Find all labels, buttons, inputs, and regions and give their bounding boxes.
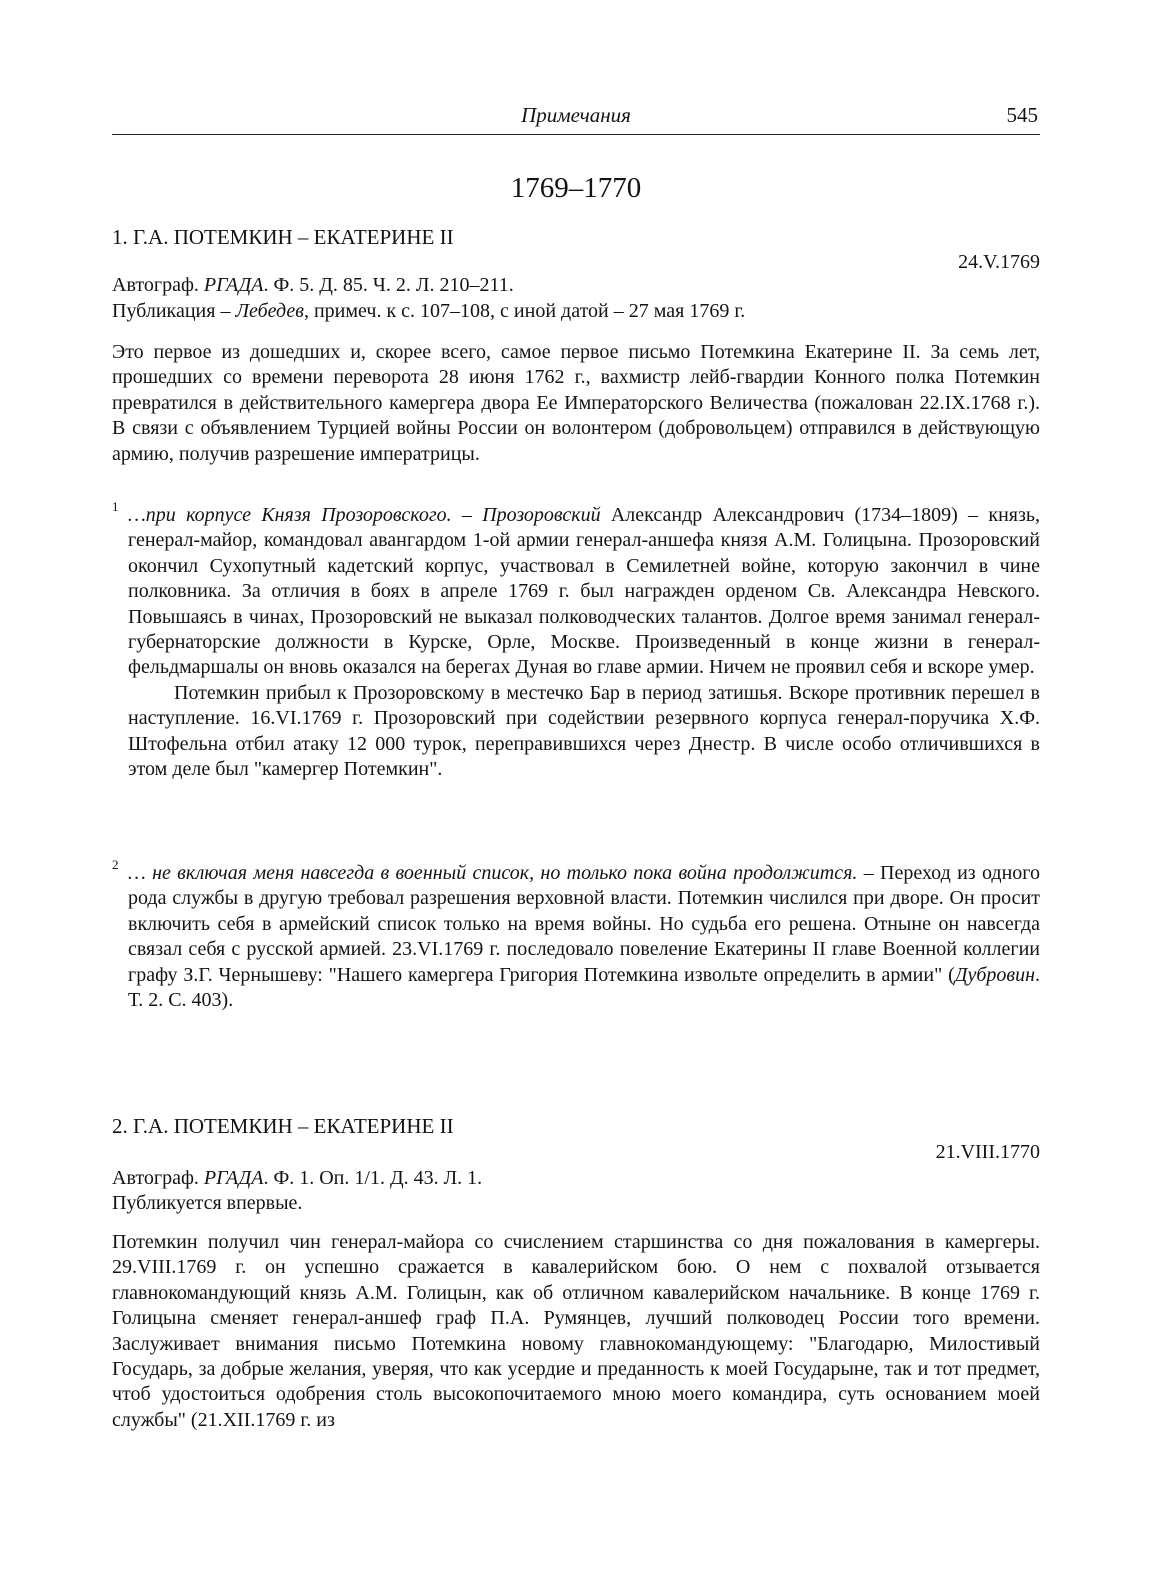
source-archive: РГАДА [203,1167,264,1189]
entry-2-publication: Публикуется впервые. [112,1192,303,1214]
footnote-1-text: Александр Александрович (1734–1809) – князь, генерал-майор, командовал авангардом 1-ой армии генерал-аншефа князя А.М. Голицына. Прозоровский окончил Сухопутный кадетский корпус, участвовал в Семилетней войне, которую закончил в чине полковника. За отличия в боях в апреле 1769 г. был награжден орденом Св. Александра Невского. Повышаясь в чинах, Прозоровский не выказал полководческих талантов. Долгое время занимал генерал-губернаторские должности в Курске, Орле, Москве. Произведенный в конце жизни в генерал-фельдмаршалы он вновь оказался на берегах Дуная во главе армии. Ничем не проявил себя и вскоре умер. [128,504,1040,679]
entry-1-title: 1. Г.А. ПОТЕМКИН – ЕКАТЕРИНЕ II [112,225,454,249]
source-lead: Автограф. [112,274,204,296]
year-heading: 1769–1770 [510,172,642,204]
running-title: Примечания [521,103,631,127]
footnote-1-mark: 1 [112,499,119,514]
footnote-2 [112,857,1040,1013]
source-archive: РГАДА [203,274,264,296]
footnote-1 [112,499,1040,782]
running-header [112,101,1040,131]
source-lead: Автограф. [112,1167,204,1189]
entry-1-date: 24.V.1769 [958,251,1040,273]
entry-2-date: 21.VIII.1770 [935,1141,1040,1163]
footnote-2-ref-author: Дубровин [954,963,1035,986]
entry-2-source [112,1165,482,1191]
entry-1-publication [112,298,745,324]
entry-1-source [112,272,514,298]
footnote-1-paragraph-2: Потемкин прибыл к Прозоровскому в местечко Бар в период затишья. Вскоре противник перешел в наступление. 16.VI.1769 г. Прозоровский при содействии резервного корпуса генерал-поручика Х.Ф. Штофельна отбил атаку 12 000 турок, переправившихся через Днестр. В числе особо отличившихся в этом деле был "камергер Потемкин". [128,681,1040,781]
footnote-2-mark: 2 [112,857,119,872]
footnote-1-quote: …при корпусе Князя Прозоровского. – Прозоровский [128,504,601,526]
publication-author: Лебедев [235,300,304,322]
footnote-2-quote: … не включая меня навсегда в военный список, но только пока война продолжится. [128,862,858,884]
entry-2-title: 2. Г.А. ПОТЕМКИН – ЕКАТЕРИНЕ II [112,1114,454,1138]
entry-2-intro: Потемкин получил чин генерал-майора со счислением старшинства со дня пожалования в камергеры. 29.VIII.1769 г. он успешно сражается в кавалерийском бою. О нем с похвалой отзывается главнокомандующий князь А.М. Голицын, как об отличном кавалерийском начальнике. В конце 1769 г. Голицына сменяет генерал-аншеф граф П.А. Румянцев, лучший полководец России того времени. Заслуживает внимания письмо Потемкина новому главнокомандующему: "Благодарю, Милостивый Государь, за добрые желания, уверяя, что как усердие и преданность к моей Государыне, так и тот предмет, чтоб удостоиться одобрения столь высокопочитаемого мною моего командира, суть основанием моей службы" (21.XII.1769 г. из [112,1231,1040,1431]
publication-rest: , примеч. к с. 107–108, с иной датой – 27 мая 1769 г. [303,300,746,322]
footnote-2-text: – Переход из одного рода службы в другую требовал разрешения верховной власти. Потемкин числился при дворе. Он просит включить себя в армейский список только на время войны. Но судьба его решена. Отныне он навсегда связал себя с русской армией. 23.VI.1769 г. последовало повеление Екатерины II главе Военной коллегии графу З.Г. Чернышеву: "Нашего камергера Григория Потемкина извольте определить в армии" ( [128,862,1040,986]
header-rule [112,134,1040,135]
entry-1-intro: Это первое из дошедших и, скорее всего, самое первое письмо Потемкина Екатерине II. За семь лет, прошедших со времени переворота 28 июня 1762 г., вахмистр лейб-гвардии Конного полка Потемкин превратился в действительного камергера двора Ее Императорского Величества (пожалован 22.IX.1768 г.). В связи с объявлением Турцией войны России он волонтером (добровольцем) отправился в действующую армию, получив разрешение императрицы. [112,341,1040,465]
page-number: 545 [1006,103,1038,127]
publication-lead: Публикация – [112,300,236,322]
source-ref: . Ф. 1. Оп. 1/1. Д. 43. Л. 1. [263,1167,483,1189]
source-ref: . Ф. 5. Д. 85. Ч. 2. Л. 210–211. [263,274,514,296]
footnote-2-ref-rest: . Т. 2. С. 403). [128,963,1040,1012]
